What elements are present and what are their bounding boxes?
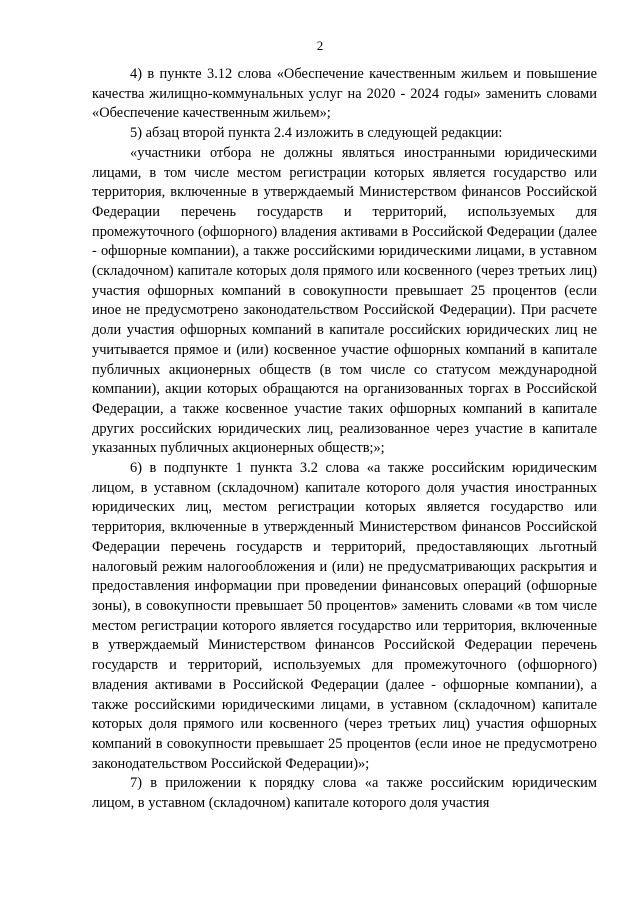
paragraph-quoted-text: «участники отбора не должны являться иностранными юридическими лицами, в том числе местом регистрации которых является государство или территория, включенные в утверждаемый Министерством финансов Российской Федерации перечень государств и территорий, используемых для промежуточного (офшорного) владения активами в Российской Федерации (далее - офшорные компании), а также российскими юридическими лицами, в уставном (складочном) капитале которых доля прямого или косвенного (через третьих лиц) участия офшорных компаний в совокупности превышает 25 процентов (если иное не предусмотрено законодательством Российской Федерации). При расчете доли участия офшорных компаний в капитале российских юридических лиц не учитывается прямое и (или) косвенное участие офшорных компаний в капитале публичных акционерных обществ (в том числе со статусом международной компании), акции которых обращаются на организованных торгах в Российской Федерации, а также косвенное участие таких офшорных компаний в капитале других российских юридических лиц, реализованное через участие в капитале указанных публичных акционерных обществ;»;: [92, 144, 597, 457]
document-body: [92, 65, 597, 814]
paragraph-item-5: 5) абзац второй пункта 2.4 изложить в следующей редакции:: [130, 125, 503, 142]
paragraph-item-6: 6) в подпункте 1 пункта 3.2 слова «а также российским юридическим лицом, в уставном (складочном) капитале которого доля участия иностранных юридических лиц, местом регистрации которых является государство или территория, включенные в утвержденный Министерством финансов Российской Федерации перечень государств и территорий, предоставляющих льготный налоговый режим налогообложения и (или) не предусматривающих раскрытия и предоставления информации при проведении финансовых операций (офшорные зоны), в совокупности превышает 50 процентов» заменить словами «в том числе местом регистрации которого является государство или территория, включенные в утверждаемый Министерством финансов Российской Федерации перечень государств и территорий, используемых для промежуточного (офшорного) владения активами в Российской Федерации (далее - офшорные компании), а также российскими юридическими лицами, в уставном (складочном) капитале которых доля прямого или косвенного (через третьих лиц) участия офшорных компаний в совокупности превышает 25 процентов (если иное не предусмотрено законодательством Российской Федерации)»;: [92, 460, 597, 772]
paragraph-item-4: 4) в пункте 3.12 слова «Обеспечение качественным жильем и повышение качества жилищно-коммунальных услуг на 2020 - 2024 годы» заменить словами «Обеспечение качественным жильем»;: [92, 66, 597, 122]
page-number: 2: [316, 38, 324, 53]
paragraph-item-7: 7) в приложении к порядку слова «а также российским юридическим лицом, в уставном (складочном) капитале которого доля участия: [92, 775, 597, 812]
